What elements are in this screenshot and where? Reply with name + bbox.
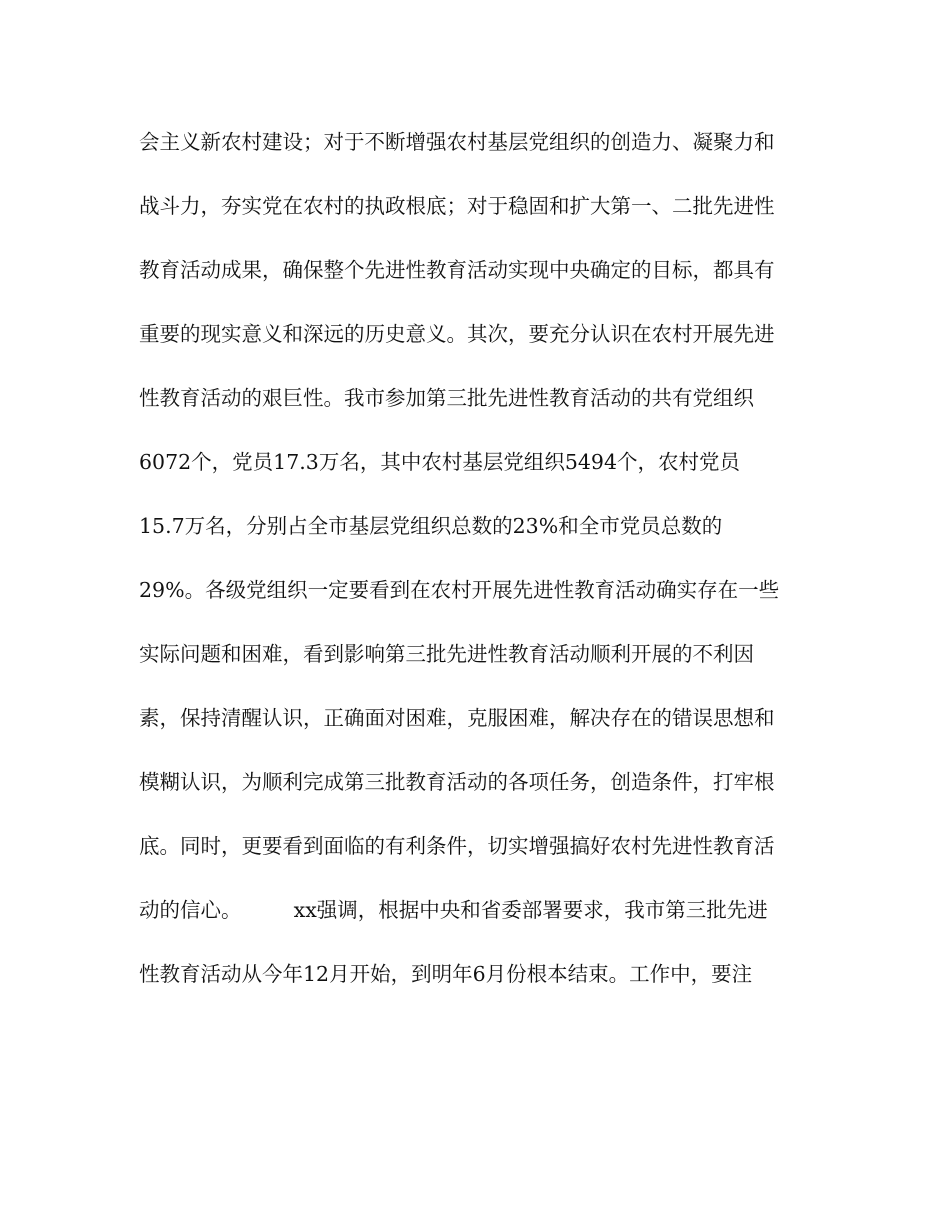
text-line: 29%。各级党组织一定要看到在农村开展先进性教育活动确实存在一些 xyxy=(139,578,780,602)
text-line: 模糊认识，为顺利完成第三批教育活动的各项任务，创造条件，打牢根 xyxy=(139,770,775,794)
text-line: 实际问题和困难，看到影响第三批先进性教育活动顺利开展的不利因 xyxy=(139,642,754,666)
text-line: 动的信心。 xx强调，根据中央和省委部署要求，我市第三批先进 xyxy=(139,898,768,922)
text-line: 6072个，党员17.3万名，其中农村基层党组织5494个，农村党员 xyxy=(139,450,740,474)
text-line: 战斗力，夯实党在农村的执政根底；对于稳固和扩大第一、二批先进性 xyxy=(139,194,775,218)
body-text xyxy=(139,122,819,1018)
text-line: 性教育活动从今年12月开始，到明年6月份根本结束。工作中，要注 xyxy=(139,962,753,986)
text-line: 教育活动成果，确保整个先进性教育活动实现中央确定的目标，都具有 xyxy=(139,258,775,282)
text-line: 性教育活动的艰巨性。我市参加第三批先进性教育活动的共有党组织 xyxy=(139,386,754,410)
text-line: 会主义新农村建设；对于不断增强农村基层党组织的创造力、凝聚力和 xyxy=(139,130,775,154)
text-line: 重要的现实意义和深远的历史意义。其次，要充分认识在农村开展先进 xyxy=(139,322,775,346)
text-line: 底。同时，更要看到面临的有利条件，切实增强搞好农村先进性教育活 xyxy=(139,834,775,858)
text-line: 素，保持清醒认识，正确面对困难，克服困难，解决存在的错误思想和 xyxy=(139,706,775,730)
text-line: 15.7万名，分别占全市基层党组织总数的23%和全市党员总数的 xyxy=(139,514,723,538)
